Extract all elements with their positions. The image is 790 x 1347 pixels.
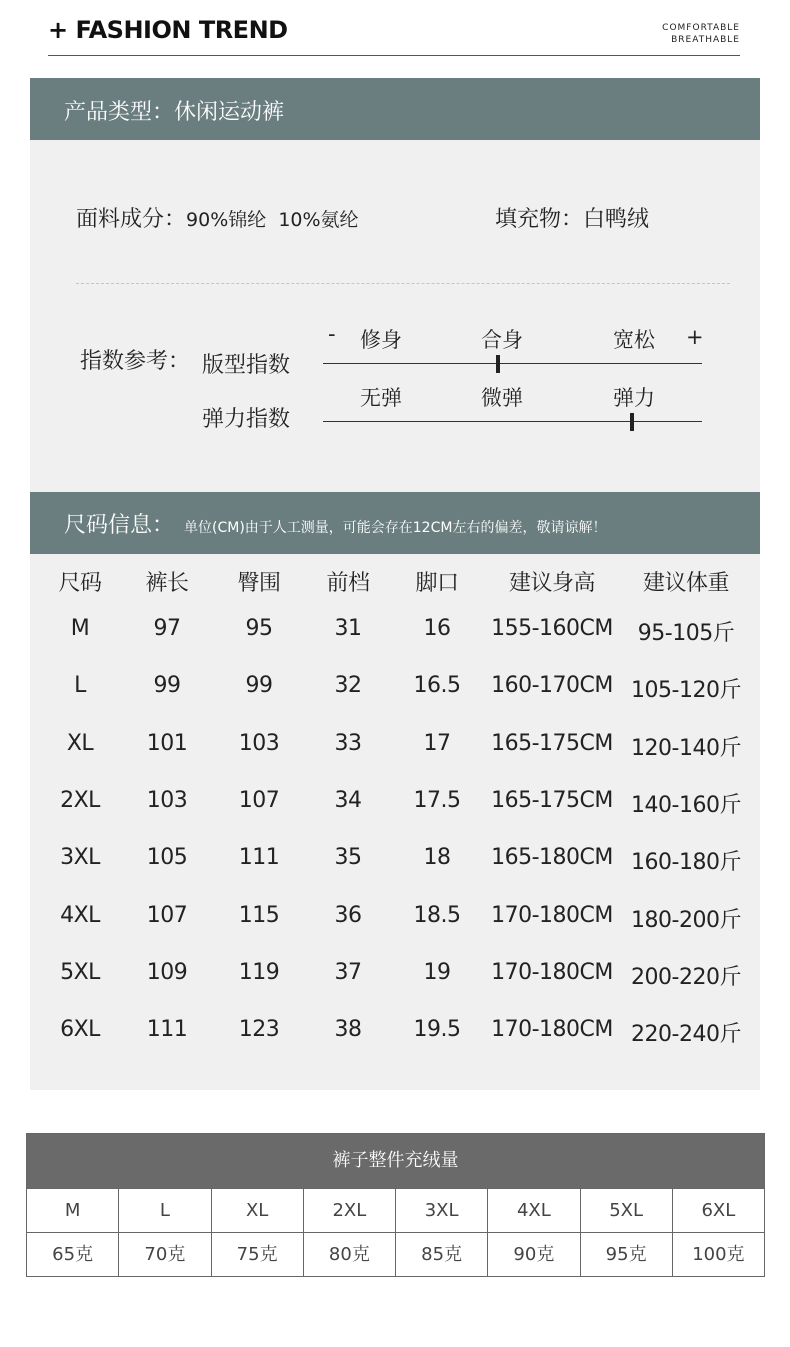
cell-weight: 220-240斤 — [631, 1022, 741, 1048]
down-amount-cell: 65克 — [52, 1244, 94, 1265]
filling-label: 填充物： — [495, 207, 584, 232]
cell-size: M — [70, 616, 90, 641]
cell-height: 170-180CM — [491, 902, 613, 928]
elastic-marker — [630, 413, 634, 431]
cell-leg-opening: 17 — [423, 730, 451, 756]
size-table-row — [30, 1017, 760, 1057]
cell-leg-opening: 18 — [423, 845, 451, 871]
product-type-bar — [30, 78, 760, 140]
cell-leg-opening: 19.5 — [413, 1017, 461, 1043]
cell-length: 99 — [153, 673, 181, 699]
header-front-rise: 前档 — [326, 571, 370, 596]
header-tagline — [662, 22, 740, 46]
page-header — [48, 0, 740, 56]
filling — [495, 202, 649, 233]
size-table-header — [30, 566, 760, 606]
cell-front-rise: 31 — [334, 616, 362, 641]
elastic-option-slight: 微弹 — [481, 386, 523, 410]
cell-front-rise: 34 — [334, 787, 362, 813]
cell-front-rise: 37 — [334, 959, 362, 985]
cell-length: 111 — [146, 1017, 188, 1043]
fashion-trend-title: + FASHION TREND — [48, 16, 288, 44]
cell-front-rise: 36 — [334, 902, 362, 928]
cell-height: 165-175CM — [491, 730, 613, 756]
cell-size: L — [74, 673, 86, 699]
cell-hip: 103 — [238, 730, 280, 756]
down-size-cell: 3XL — [395, 1189, 487, 1232]
header-leg-opening: 脚口 — [415, 571, 459, 596]
tagline-breathable: BREATHABLE — [671, 35, 740, 45]
down-size-cell: XL — [211, 1189, 303, 1232]
size-info-bar — [30, 492, 760, 554]
fit-minus-sign: - — [328, 322, 336, 346]
cell-leg-opening: 19 — [423, 959, 451, 985]
down-amount-cell: 80克 — [303, 1233, 395, 1276]
cell-height: 155-160CM — [491, 616, 613, 641]
cell-height: 165-175CM — [491, 787, 613, 813]
fit-option-loose: 宽松 — [613, 328, 655, 352]
cell-size: 4XL — [60, 902, 100, 928]
cell-front-rise: 38 — [334, 1017, 362, 1043]
section-divider — [76, 283, 730, 284]
cell-length: 103 — [146, 787, 188, 813]
cell-height: 170-180CM — [491, 1017, 613, 1043]
cell-height: 165-180CM — [491, 845, 613, 871]
down-fill-amount-row — [27, 1232, 764, 1276]
header-weight: 建议体重 — [642, 571, 730, 596]
down-amount-cell: 100克 — [672, 1233, 764, 1276]
down-size-cell: 2XL — [303, 1189, 395, 1232]
size-table-row — [30, 616, 760, 656]
fit-plus-sign: + — [686, 325, 704, 349]
cell-hip: 119 — [238, 959, 280, 985]
product-type-label: 产品类型：休闲运动裤 — [64, 100, 285, 125]
fit-index-label: 版型指数 — [202, 353, 291, 378]
fabric-composition — [76, 202, 359, 233]
size-table-row — [30, 845, 760, 885]
fabric-label: 面料成分： — [76, 207, 187, 232]
down-fill-table — [26, 1133, 765, 1277]
cell-weight: 120-140斤 — [631, 735, 741, 761]
down-size-cell: 4XL — [487, 1189, 579, 1232]
down-size-cell: L — [118, 1189, 210, 1232]
fit-scale-line — [323, 363, 702, 364]
tagline-comfortable: COMFORTABLE — [662, 23, 740, 33]
elastic-index-label: 弹力指数 — [202, 407, 291, 432]
elastic-option-none: 无弹 — [360, 386, 402, 410]
cell-length: 105 — [146, 845, 188, 871]
down-amount-cell: 85克 — [395, 1233, 487, 1276]
cell-leg-opening: 16.5 — [413, 673, 461, 699]
cell-hip: 107 — [238, 787, 280, 813]
down-amount-cell: 90克 — [487, 1233, 579, 1276]
cell-length: 109 — [146, 959, 188, 985]
header-hip: 臀围 — [237, 571, 281, 596]
cell-leg-opening: 16 — [423, 616, 451, 641]
cell-leg-opening: 18.5 — [413, 902, 461, 928]
down-amount-cell: 95克 — [580, 1233, 672, 1276]
fabric-value: 90%锦纶 10%氨纶 — [186, 209, 359, 231]
cell-size: 6XL — [60, 1017, 100, 1043]
size-table-row — [30, 731, 760, 771]
cell-weight: 160-180斤 — [631, 850, 741, 876]
cell-size: 2XL — [60, 787, 100, 813]
size-table-row — [30, 903, 760, 943]
fit-option-regular: 合身 — [481, 328, 523, 352]
cell-length: 101 — [146, 730, 188, 756]
cell-length: 97 — [153, 616, 181, 641]
down-size-cell: 5XL — [580, 1189, 672, 1232]
cell-front-rise: 35 — [334, 845, 362, 871]
size-table-row — [30, 788, 760, 828]
cell-leg-opening: 17.5 — [413, 787, 461, 813]
product-info-panel — [30, 78, 760, 1090]
cell-size: 5XL — [60, 959, 100, 985]
cell-height: 170-180CM — [491, 959, 613, 985]
filling-value: 白鸭绒 — [583, 207, 650, 232]
fit-marker — [496, 355, 500, 373]
down-fill-title: 裤子整件充绒量 — [27, 1134, 764, 1188]
cell-weight: 95-105斤 — [637, 621, 735, 646]
elastic-scale-line — [323, 421, 702, 422]
fit-option-slim: 修身 — [360, 328, 402, 352]
down-amount-cell: 75克 — [211, 1233, 303, 1276]
cell-weight: 140-160斤 — [631, 792, 741, 818]
cell-hip: 123 — [238, 1017, 280, 1043]
size-table-row — [30, 673, 760, 713]
header-size: 尺码 — [58, 571, 102, 596]
cell-hip: 95 — [245, 616, 273, 641]
cell-size: XL — [66, 730, 94, 756]
down-size-cell: 6XL — [672, 1189, 764, 1232]
elastic-option-stretch: 弹力 — [613, 386, 655, 410]
cell-hip: 99 — [245, 673, 273, 699]
down-amount-cell: 70克 — [118, 1233, 210, 1276]
cell-hip: 111 — [238, 845, 280, 871]
size-table-row — [30, 960, 760, 1000]
cell-weight: 200-220斤 — [631, 964, 741, 990]
cell-front-rise: 33 — [334, 730, 362, 756]
header-height: 建议身高 — [508, 571, 596, 596]
cell-height: 160-170CM — [491, 673, 613, 699]
cell-front-rise: 32 — [334, 673, 362, 699]
cell-size: 3XL — [60, 845, 100, 871]
index-reference-label: 指数参考： — [80, 349, 191, 374]
cell-weight: 180-200斤 — [631, 907, 741, 933]
header-length: 裤长 — [145, 571, 189, 596]
cell-length: 107 — [146, 902, 188, 928]
down-fill-size-row — [27, 1188, 764, 1232]
size-info-title: 尺码信息： — [64, 513, 175, 538]
size-info-note: 单位(CM)由于人工测量，可能会存在12CM左右的偏差，敬请谅解！ — [184, 520, 607, 536]
cell-hip: 115 — [238, 902, 280, 928]
cell-weight: 105-120斤 — [631, 678, 741, 704]
down-size-cell: M — [64, 1200, 81, 1221]
